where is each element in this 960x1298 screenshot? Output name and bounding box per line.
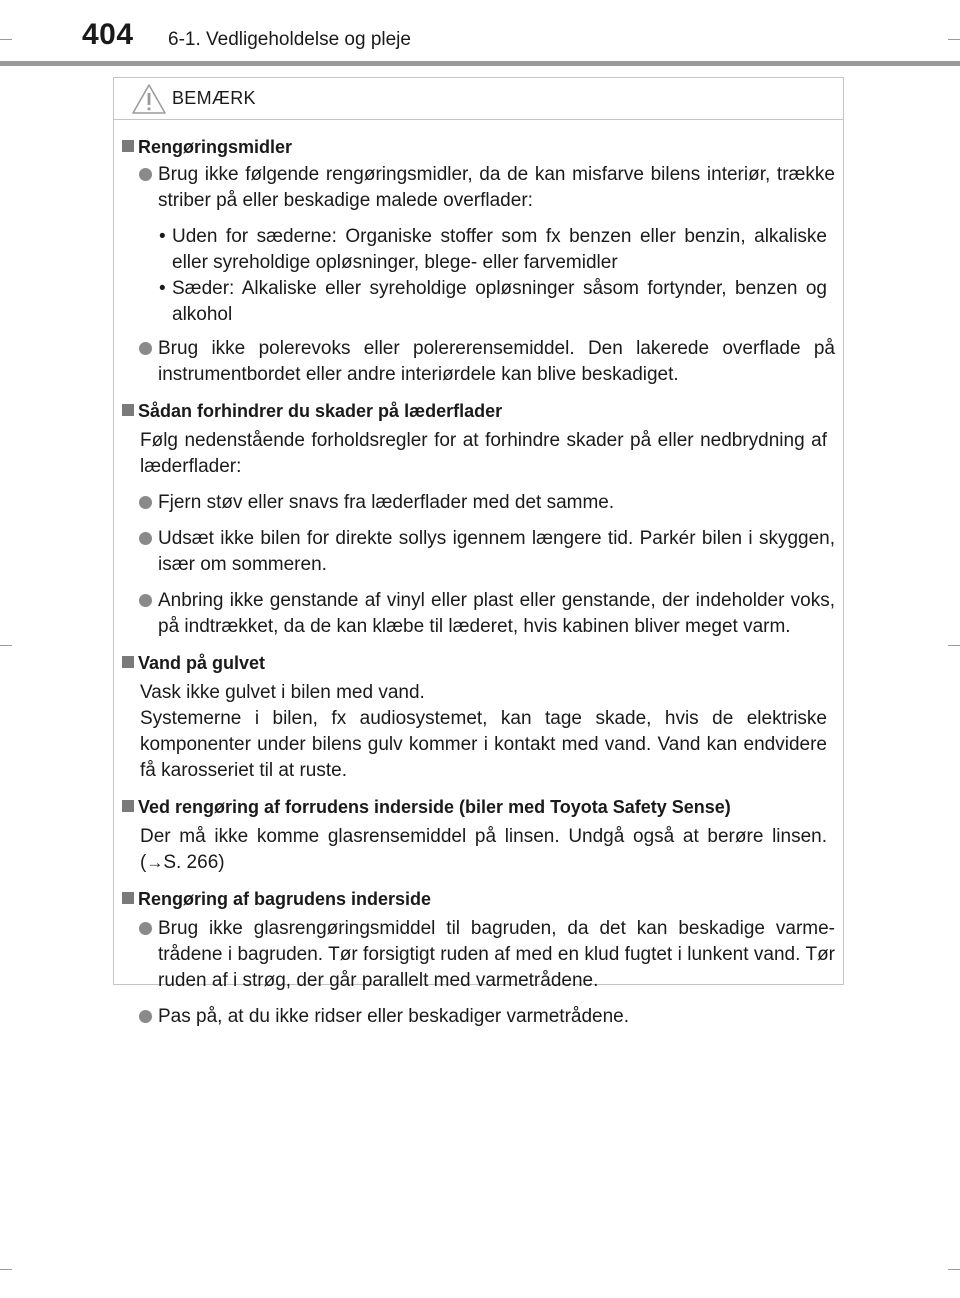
notice-title: BEMÆRK <box>172 88 256 108</box>
section-heading: Sådan forhindrer du skader på læderflader <box>114 398 843 424</box>
notice-box <box>113 77 844 1027</box>
dot-mark-icon: • <box>159 226 166 247</box>
crop-mark <box>948 645 960 646</box>
arrow-right-icon: → <box>146 853 164 872</box>
crop-mark <box>948 39 960 40</box>
circle-bullet-icon <box>139 342 152 355</box>
square-bullet-icon <box>122 140 134 152</box>
paragraph: Systemerne i bilen, fx audiosystemet, kan tage skade, hvis de elektriske komponenter under bilens gulv kommer i kontakt med vand. Vand kan endvidere få karosseriet til at ruste. <box>140 708 827 781</box>
header-rule <box>0 61 960 66</box>
square-bullet-icon <box>122 800 134 812</box>
section-heading: Rengøring af bagrudens inderside <box>114 886 843 912</box>
circle-bullet-icon <box>139 532 152 545</box>
crop-mark <box>0 645 12 646</box>
page-reference: S. 266) <box>163 852 225 873</box>
bullet-item: Brug ikke polerevoks eller polererensemiddel. Den lakerede overflade på instrumentbordet eller andre interiørdele kan blive beskadiget. <box>114 336 843 388</box>
bullet-item: Fjern støv eller snavs fra læderflader med det samme. <box>114 490 843 516</box>
page-number: 404 <box>82 18 134 51</box>
notice-header <box>114 78 843 120</box>
paragraph: Følg nedenstående forholdsregler for at forhindre skader på eller nedbrydning af læderflader: <box>140 430 827 477</box>
circle-bullet-icon <box>139 1010 152 1023</box>
circle-bullet-icon <box>139 922 152 935</box>
circle-bullet-icon <box>139 496 152 509</box>
circle-bullet-icon <box>139 168 152 181</box>
circle-bullet-icon <box>139 594 152 607</box>
sub-list-item: • Sæder: Alkaliske eller syreholdige opløsninger såsom fortynder, benzen og alkohol <box>159 278 827 325</box>
section-heading: Ved rengøring af forrudens inderside (biler med Toyota Safety Sense) <box>114 794 843 820</box>
paragraph: Vask ikke gulvet i bilen med vand. <box>140 682 425 703</box>
crop-mark <box>948 1269 960 1270</box>
bullet-item: Brug ikke følgende rengøringsmidler, da de kan misfarve bilens interiør, trække striber på eller beskadige malede overflader: <box>114 162 843 214</box>
paragraph: Der må ikke komme glasrensemiddel på linsen. Undgå også at berøre linsen. (→S. 266) <box>140 826 827 873</box>
square-bullet-icon <box>122 892 134 904</box>
square-bullet-icon <box>122 656 134 668</box>
bullet-item: Udsæt ikke bilen for direkte sollys igennem længere tid. Parkér bilen i skyggen, især om sommeren. <box>114 526 843 578</box>
square-bullet-icon <box>122 404 134 416</box>
bullet-item: Brug ikke glasrengøringsmiddel til bagruden, da det kan beskadige varmetrådene i bagruden. Tør forsigtigt ruden af med en klud fugtet i lunkent vand. Tør ruden af i strøg, der går parallelt med varmetrådene. <box>114 916 843 994</box>
notice-content <box>114 134 843 1040</box>
dot-mark-icon: • <box>159 278 166 299</box>
section-heading: Vand på gulvet <box>114 650 843 676</box>
sub-list-item: • Uden for sæderne: Organiske stoffer som fx benzen eller benzin, alkaliske eller syreholdige opløsninger, blege- eller farvemidler <box>159 226 827 273</box>
sub-list <box>114 224 843 328</box>
warning-triangle-icon <box>131 83 167 115</box>
section-heading: Rengøringsmidler <box>114 134 843 160</box>
bullet-item: Pas på, at du ikke ridser eller beskadiger varmetrådene. <box>114 1004 843 1030</box>
crop-mark <box>0 39 12 40</box>
bullet-item: Anbring ikke genstande af vinyl eller plast eller genstande, der indeholder voks, på indtrækket, da de kan klæbe til læderet, hvis kabinen bliver meget varm. <box>114 588 843 640</box>
crop-mark <box>0 1269 12 1270</box>
section-title: 6-1. Vedligeholdelse og pleje <box>168 29 411 50</box>
